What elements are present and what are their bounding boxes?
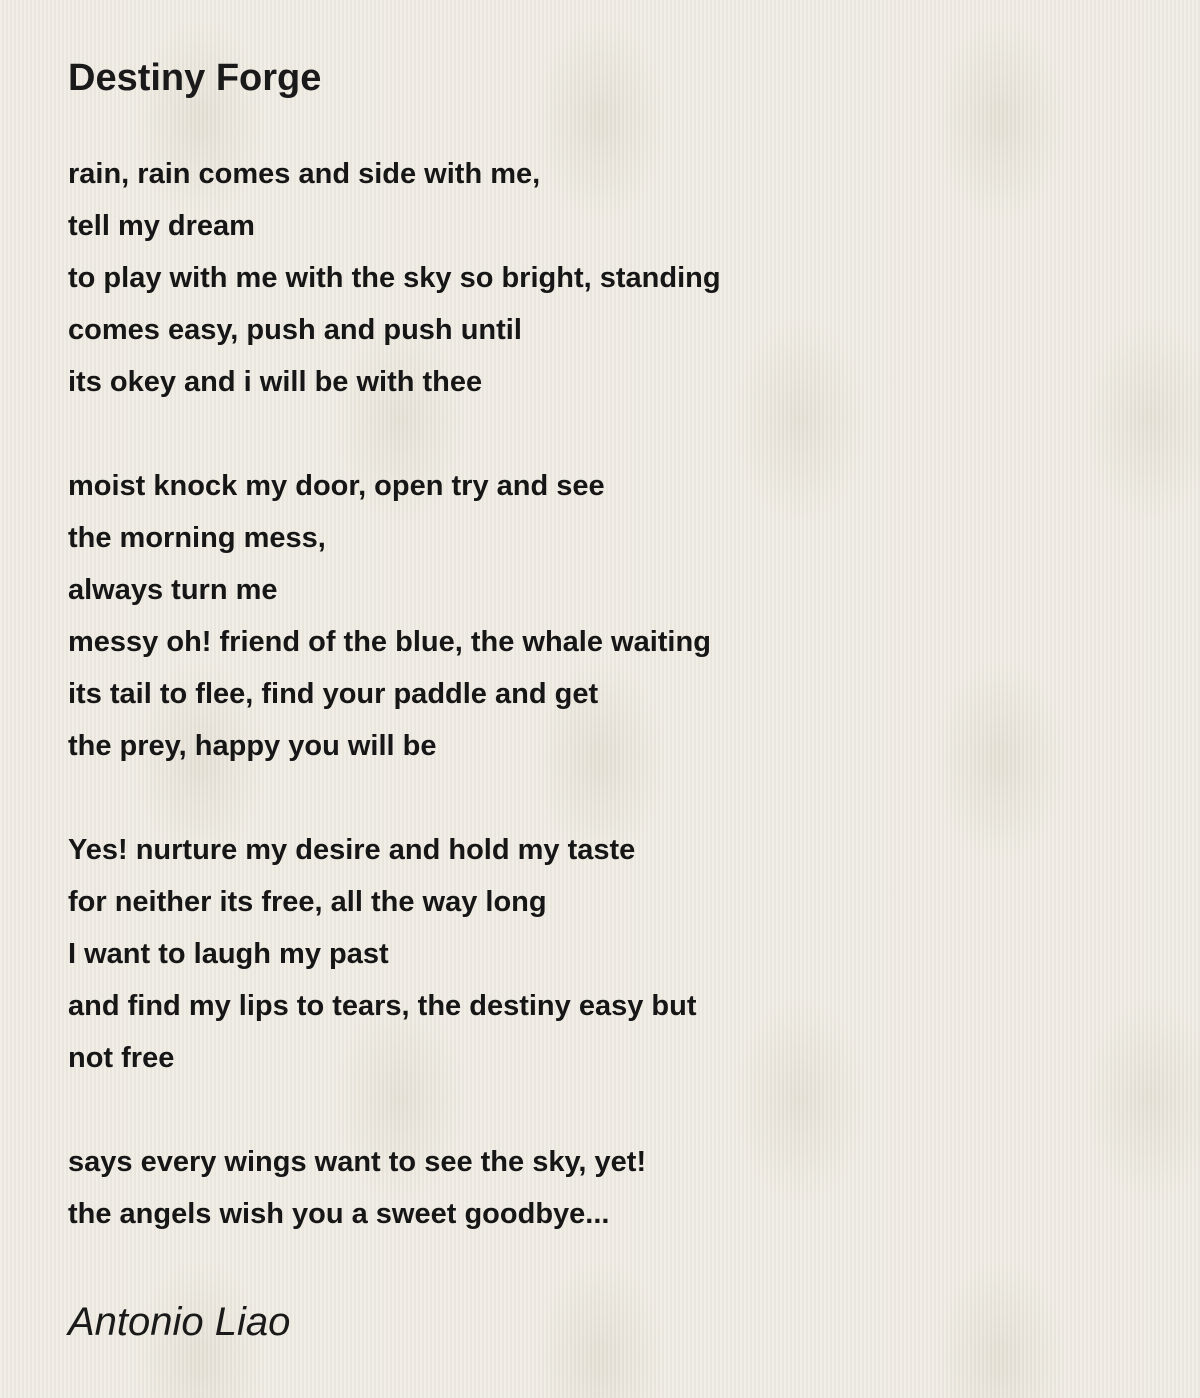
poem-page [68,52,1148,1344]
poem-line: not free [68,1042,175,1074]
poem-line: its tail to flee, find your paddle and get [68,678,599,710]
poem-title: Destiny Forge [68,57,322,99]
poem-line: always turn me [68,574,278,606]
poem-line: and find my lips to tears, the destiny easy but [68,990,697,1022]
poem-line: tell my dream [68,210,255,242]
stanza-3 [68,824,721,1084]
poem-line: for neither its free, all the way long [68,886,547,918]
poem-line: messy oh! friend of the blue, the whale waiting [68,626,711,658]
poem-line: to play with me with the sky so bright, standing [68,262,721,294]
poem-line: says every wings want to see the sky, yet! [68,1146,647,1178]
poem-line: I want to laugh my past [68,938,389,970]
poem-line: its okey and i will be with thee [68,366,483,398]
poem-line: the prey, happy you will be [68,730,437,762]
stanza-2 [68,460,721,772]
poem-line: the angels wish you a sweet goodbye... [68,1198,610,1230]
poem-line: rain, rain comes and side with me, [68,158,541,190]
stanza-1 [68,148,721,408]
stanza-4 [68,1136,721,1240]
poem-line: comes easy, push and push until [68,314,522,346]
poem-line: moist knock my door, open try and see [68,470,605,502]
poem-body [68,148,721,1292]
poem-line: Yes! nurture my desire and hold my taste [68,834,636,866]
poem-author: Antonio Liao [68,1300,291,1344]
poem-line: the morning mess, [68,522,326,554]
